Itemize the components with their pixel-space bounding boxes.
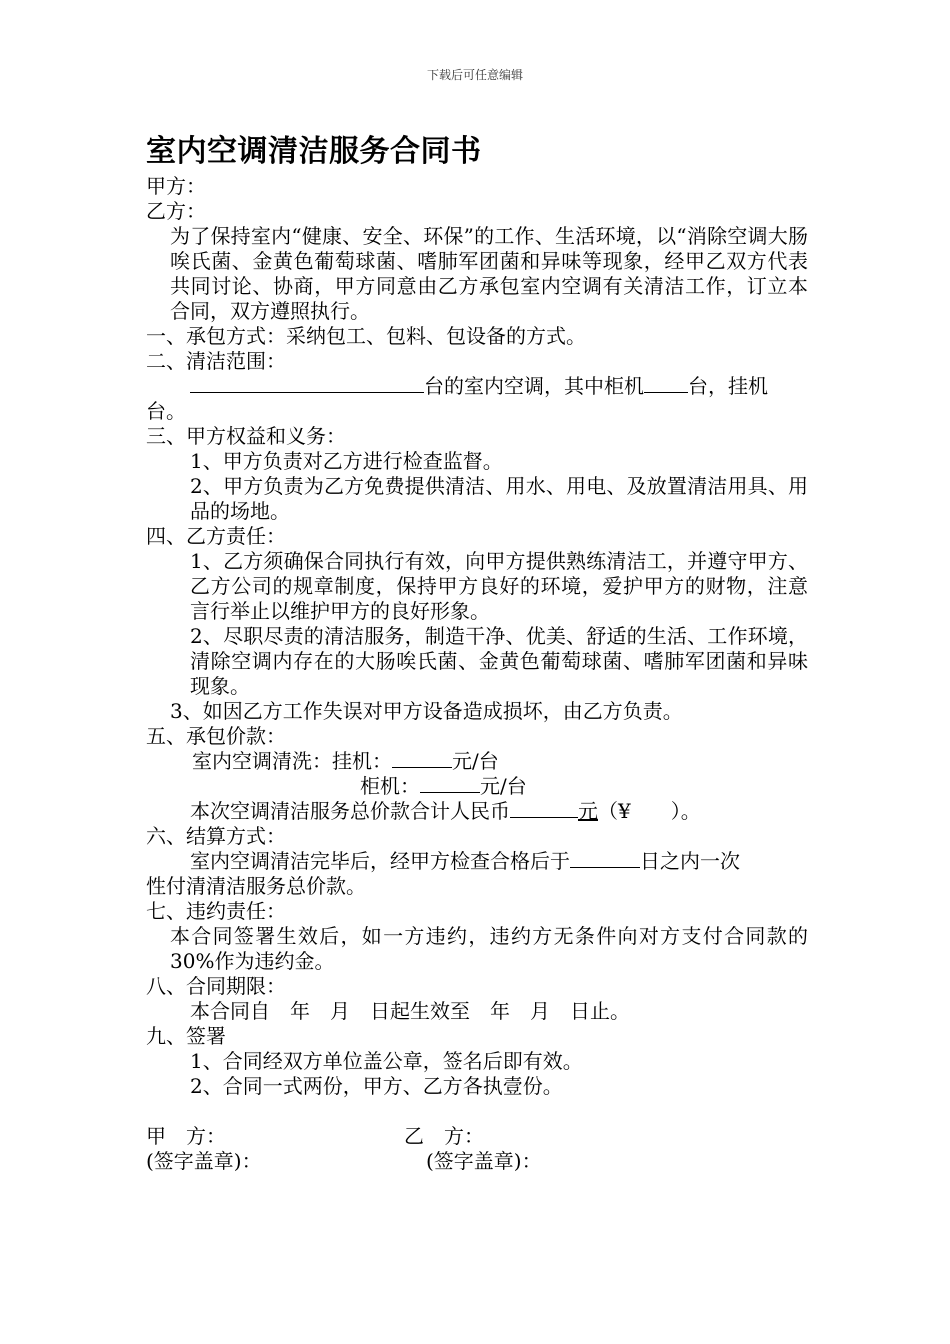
- signature-party-b: 乙 方：: [404, 1124, 484, 1148]
- section-3-item-1: 1、甲方负责对乙方进行检查监督。: [190, 449, 503, 473]
- cabinet-price-unit: 元/台: [480, 774, 527, 798]
- party-a-label: 甲方：: [146, 174, 206, 198]
- section-7-item-1: 本合同签署生效后，如一方违约，违约方无条件向对方支付合同款的30%作为违约金。: [170, 924, 808, 973]
- signature-party-a: 甲 方：: [146, 1124, 226, 1148]
- section-8-item-1: 本合同自 年 月 日起生效至 年 月 日止。: [190, 999, 630, 1023]
- total-rmb: （¥ ）。: [598, 799, 701, 823]
- section-2-scope-line: [146, 374, 808, 399]
- cabinet-count-blank[interactable]: [644, 374, 688, 393]
- signature-row: [146, 1124, 808, 1149]
- settlement-text-a: 室内空调清洁完毕后，经甲方检查合格后于: [190, 849, 570, 873]
- cabinet-price-blank[interactable]: [420, 774, 480, 793]
- seal-party-a: (签字盖章)：: [146, 1149, 262, 1173]
- settlement-text-c: 性付清清洁服务总价款。: [146, 874, 366, 898]
- party-b-label: 乙方：: [146, 199, 206, 223]
- section-6-line-1: [146, 849, 808, 874]
- section-4-item-3: 3、如因乙方工作失误对甲方设备造成损坏，由乙方负责。: [170, 699, 683, 723]
- total-unit: 元: [578, 799, 598, 823]
- wall-price-unit: 元/台: [452, 749, 499, 773]
- settlement-days-blank[interactable]: [570, 849, 640, 868]
- section-6-heading: 六、结算方式：: [146, 824, 286, 848]
- scope-text-c: 台。: [146, 399, 186, 423]
- seal-row: [146, 1149, 808, 1174]
- seal-party-b: (签字盖章)：: [426, 1149, 542, 1173]
- section-8-heading: 八、合同期限：: [146, 974, 286, 998]
- scope-text-b: 台，挂机: [688, 374, 768, 398]
- intro-paragraph: 为了保持室内“健康、安全、环保”的工作、生活环境，以“消除空调大肠唉氏菌、金黄色葡萄球菌、嗜肺军团菌和异味等现象，经甲乙双方代表共同讨论、协商，甲方同意由乙方承包室内空调有关清洁工作，订立本合同，双方遵照执行。: [170, 224, 808, 323]
- total-amount-blank[interactable]: [510, 799, 578, 818]
- spacer: [146, 1099, 808, 1124]
- section-9-item-2: 2、合同一式两份，甲方、乙方各执壹份。: [190, 1074, 563, 1098]
- section-4-heading: 四、乙方责任：: [146, 524, 286, 548]
- section-3-heading: 三、甲方权益和义务：: [146, 424, 346, 448]
- total-label: 本次空调清洁服务总价款合计人民币: [190, 799, 510, 823]
- section-5-cabinet-price: [146, 774, 808, 799]
- contract-body: [146, 132, 808, 1174]
- section-4-item-1: 1、乙方须确保合同执行有效，向甲方提供熟练清洁工，并遵守甲方、乙方公司的规章制度，保持甲方良好的环境，爱护甲方的财物，注意言行举止以维护甲方的良好形象。: [190, 549, 808, 623]
- scope-text-a: 台的室内空调，其中柜机: [424, 374, 644, 398]
- cabinet-price-label: 柜机：: [360, 774, 420, 798]
- section-9-heading: 九、签署: [146, 1024, 226, 1048]
- section-2-heading: 二、清洁范围：: [146, 349, 286, 373]
- section-1: 一、承包方式：采纳包工、包料、包设备的方式。: [146, 324, 586, 348]
- section-5-heading: 五、承包价款：: [146, 724, 286, 748]
- section-4-item-2: 2、尽职尽责的清洁服务，制造干净、优美、舒适的生活、工作环境，清除空调内存在的大肠唉氏菌、金黄色葡萄球菌、嗜肺军团菌和异味现象。: [190, 624, 808, 698]
- section-5-wall-price: [146, 749, 808, 774]
- contract-title: 室内空调清洁服务合同书: [146, 134, 482, 169]
- unit-count-blank[interactable]: [190, 374, 424, 393]
- section-5-total: [146, 799, 808, 824]
- section-9-item-1: 1、合同经双方单位盖公章，签名后即有效。: [190, 1049, 583, 1073]
- settlement-text-b: 日之内一次: [640, 849, 740, 873]
- wall-price-blank[interactable]: [392, 749, 452, 768]
- section-3-item-2: 2、甲方负责为乙方免费提供清洁、用水、用电、及放置清洁用具、用品的场地。: [190, 474, 808, 523]
- wall-price-label: 室内空调清洗：挂机：: [192, 749, 392, 773]
- page-header: 下载后可任意编辑: [426, 68, 523, 82]
- section-7-heading: 七、违约责任：: [146, 899, 286, 923]
